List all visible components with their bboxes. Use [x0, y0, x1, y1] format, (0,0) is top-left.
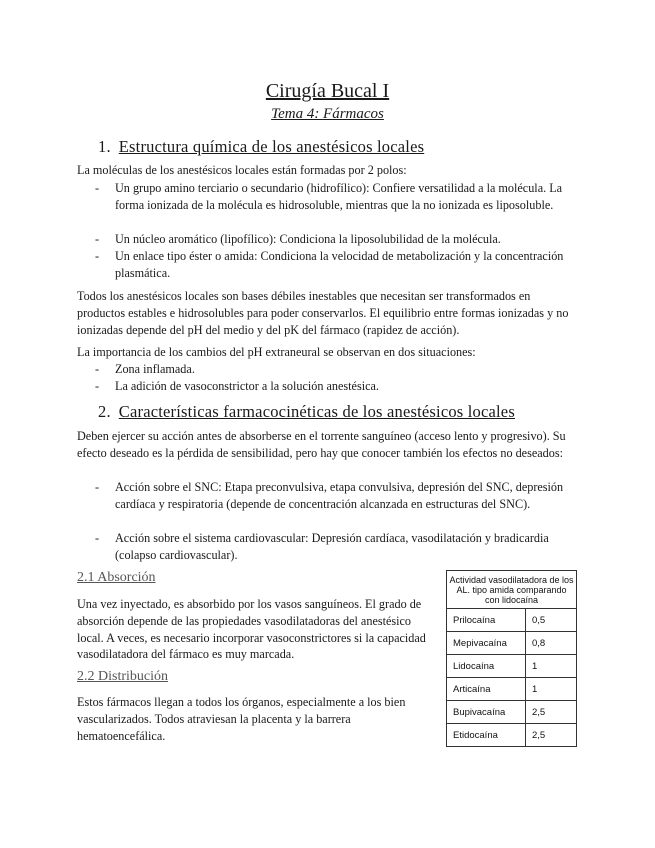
- section-1-paragraph-2: Todos los anestésicos locales son bases débiles inestables que necesitan ser transformados en productos estables e hidrosolubles para poder conservarlos. El equilibrio entre formas ionizadas y no ionizadas depende del pH del medio y del pK del fármaco (rapidez de acción).: [77, 289, 569, 337]
- page-subtitle: Tema 4: Fármacos: [271, 106, 384, 122]
- section-1-heading: [98, 137, 424, 157]
- table-cell-value: 0,5: [526, 609, 577, 632]
- table-cell-drug: Bupivacaína: [447, 701, 526, 724]
- section-2-bullet-1: Acción sobre el SNC: Etapa preconvulsiva, etapa convulsiva, depresión del SNC, depresión cardíaca y respiratoria (depende de concentración alcanzada en estructuras del SNC).: [115, 480, 564, 511]
- bullet-dash: -: [95, 249, 100, 263]
- table-cell-drug: Lidocaína: [447, 655, 526, 678]
- section-1-bullet-2: Un núcleo aromático (lipofílico): Condiciona la liposolubilidad de la molécula.: [115, 232, 501, 246]
- subsection-2-1-heading: 2.1 Absorción: [77, 570, 156, 585]
- section-1-title: Estructura química de los anestésicos locales: [118, 137, 425, 156]
- table-row: [447, 724, 577, 747]
- table-row: [447, 701, 577, 724]
- section-1-bullet-3: Un enlace tipo éster o amida: Condiciona la velocidad de metabolización y la concentración plasmática.: [115, 249, 564, 280]
- table-row: [447, 655, 577, 678]
- bullet-dash: -: [95, 181, 100, 195]
- table-cell-value: 0,8: [526, 632, 577, 655]
- section-1-bullet-5: La adición de vasoconstrictor a la solución anestésica.: [115, 379, 379, 393]
- section-2-heading: [98, 402, 515, 422]
- section-2-bullet-2: Acción sobre el sistema cardiovascular: Depresión cardíaca, vasodilatación y bradicardia (colapso cardiovascular).: [115, 531, 549, 562]
- subsection-2-1-text: Una vez inyectado, es absorbido por los vasos sanguíneos. El grado de absorción depende de las propiedades vasodilatadoras del anestésico local. A veces, es necesario incorporar vasoconstrictores si la capacidad vasodilatadora del fármaco es muy marcada.: [77, 597, 426, 662]
- table-cell-drug: Prilocaína: [447, 609, 526, 632]
- section-2-title: Características farmacocinéticas de los anestésicos locales: [118, 402, 515, 421]
- subsection-2-2-text: Estos fármacos llegan a todos los órganos, especialmente a los bien vascularizados. Todos atraviesan la placenta y la barrera hematoencefálica.: [77, 695, 406, 743]
- section-2-intro: Deben ejercer su acción antes de absorberse en el torrente sanguíneo (acceso lento y progresivo). Su efecto deseado es la pérdida de sensibilidad, pero hay que conocer también los efectos no deseados:: [77, 429, 566, 460]
- table-row: [447, 609, 577, 632]
- vasodilator-activity-table: [446, 570, 577, 747]
- table-cell-value: 2,5: [526, 701, 577, 724]
- section-1-bullet-1: Un grupo amino terciario o secundario (hidrofílico): Confiere versatilidad a la molécula. La forma ionizada de la molécula es hidrosoluble, mientras que la no ionizada es liposoluble.: [115, 181, 563, 212]
- bullet-dash: -: [95, 232, 100, 246]
- table-cell-value: 1: [526, 678, 577, 701]
- table-cell-drug: Articaína: [447, 678, 526, 701]
- bullet-dash: -: [95, 531, 100, 545]
- bullet-dash: -: [95, 362, 100, 376]
- section-1-number: 1.: [98, 137, 111, 156]
- section-2-number: 2.: [98, 402, 111, 421]
- section-1-intro: La moléculas de los anestésicos locales están formadas por 2 polos:: [77, 163, 407, 177]
- table-cell-drug: Mepivacaína: [447, 632, 526, 655]
- subsection-2-2-heading: 2.2 Distribución: [77, 669, 168, 684]
- table-row: [447, 678, 577, 701]
- table-header-row: [447, 571, 577, 609]
- bullet-dash: -: [95, 480, 100, 494]
- page-title: Cirugía Bucal I: [265, 80, 390, 102]
- table-cell-value: 2,5: [526, 724, 577, 747]
- bullet-dash: -: [95, 379, 100, 393]
- table-row: [447, 632, 577, 655]
- table-cell-drug: Etidocaína: [447, 724, 526, 747]
- table-cell-value: 1: [526, 655, 577, 678]
- section-1-paragraph-3: La importancia de los cambios del pH extraneural se observan en dos situaciones:: [77, 345, 476, 359]
- section-1-bullet-4: Zona inflamada.: [115, 362, 195, 376]
- table-caption: Actividad vasodilatadora de los AL. tipo amida comparando con lidocaína: [447, 571, 577, 609]
